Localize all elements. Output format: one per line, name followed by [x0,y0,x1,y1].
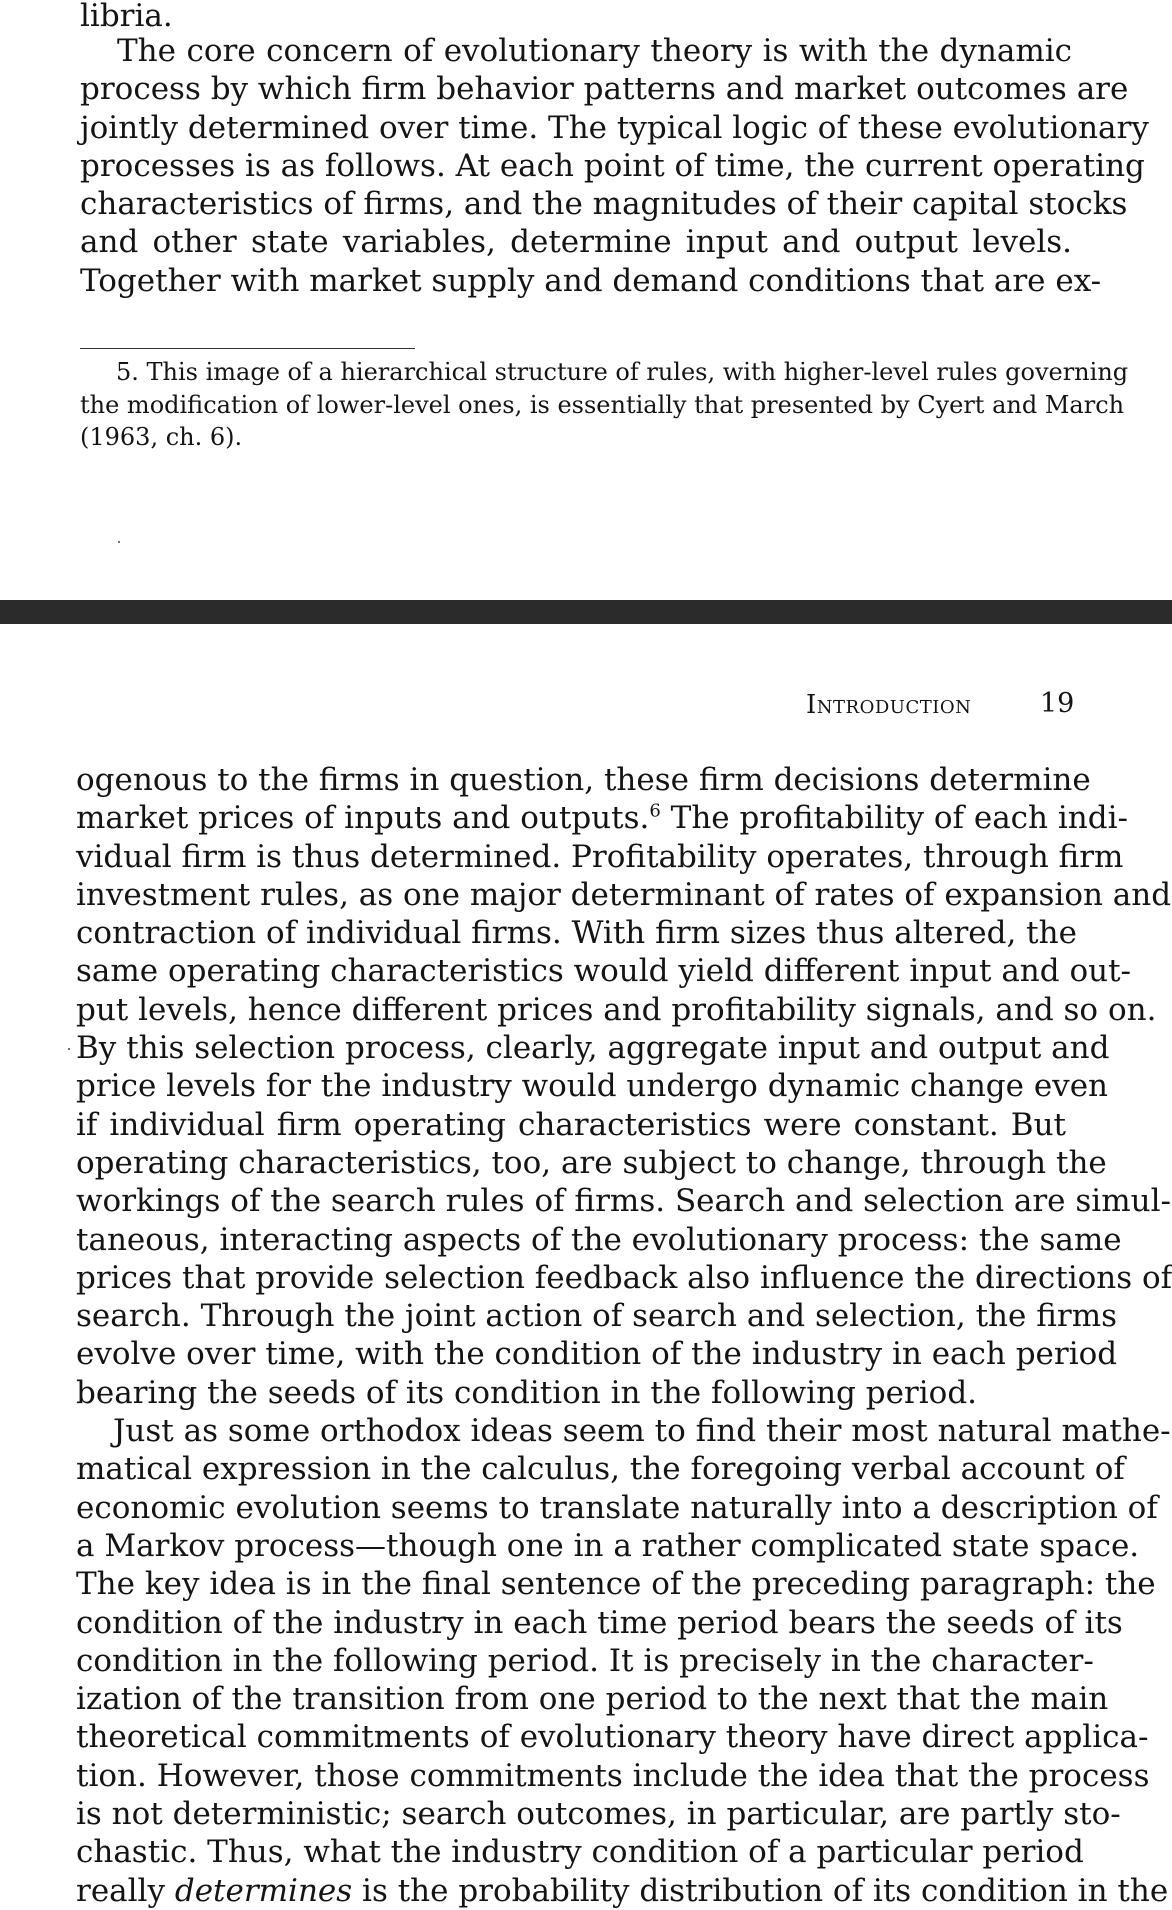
text-line: price levels for the industry would undergo dynamic change even [76,1068,1109,1105]
text-line: if individual firm operating characteristics were constant. But [76,1106,1066,1143]
text-line: taneous, interacting aspects of the evolutionary process: the same [76,1221,1122,1258]
text-line: Together with market supply and demand conditions that are ex- [80,262,1102,299]
text-span: is the probability distribution of its condition in the [352,1872,1169,1909]
text-line: search. Through the joint action of search and selection, the firms [76,1298,1118,1335]
text-line: chastic. Thus, what the industry condition of a particular period [76,1834,1084,1871]
footnote-5 [80,356,1129,454]
lower-body-text [76,761,1172,1910]
text-line: workings of the search rules of firms. Search and selection are simul- [76,1183,1171,1220]
text-line: theoretical commitments of evolutionary theory have direct applica- [76,1719,1149,1756]
emphasis-text: determines [174,1872,353,1909]
text-line: By this selection process, clearly, aggregate input and output and [76,1030,1110,1067]
upper-body-text [80,0,1149,300]
text-line: ogenous to the firms in question, these firm decisions determine [76,762,1091,798]
page-number: 19 [1040,688,1075,719]
footnote-line: the modification of lower-level ones, is essentially that presented by Cyert and March [80,390,1125,419]
text-line: condition in the following period. It is precisely in the character- [76,1642,1094,1679]
text-line: condition of the industry in each time period bears the seeds of its [76,1604,1123,1641]
text-span: market prices of inputs and outputs. [76,800,650,837]
text-line [76,799,1128,837]
text-line: and other state variables, determine input and output levels. [80,224,1072,261]
text-line: economic evolution seems to translate naturally into a description of [76,1489,1158,1526]
footnote-ref-6[interactable]: 6 [649,800,661,822]
text-line: Just as some orthodox ideas seem to find their most natural mathe- [113,1413,1171,1450]
text-line: libria. [80,0,173,34]
running-head: Introduction [806,690,972,720]
text-line: characteristics of firms, and the magnitudes of their capital stocks [80,186,1128,223]
text-line: The core concern of evolutionary theory is with the dynamic [117,33,1072,69]
upper-page-fragment [0,0,1172,600]
footnote-divider [80,348,415,349]
text-line: The key idea is in the final sentence of the preceding paragraph: the [76,1566,1156,1603]
text-line: bearing the seeds of its condition in the following period. [76,1374,978,1411]
text-line: matical expression in the calculus, the foregoing verbal account of [76,1451,1125,1488]
text-line: operating characteristics, too, are subject to change, through the [76,1144,1107,1181]
text-line: ization of the transition from one period to the next that the main [76,1681,1109,1718]
text-line: is not deterministic; search outcomes, in particular, are partly sto- [76,1796,1121,1833]
scan-speck [118,541,120,543]
text-line: processes is as follows. At each point of time, the current operating [80,147,1145,184]
scan-speck [68,1048,70,1050]
text-span: The profitability of each indi- [660,800,1128,837]
text-line: prices that provide selection feedback also influence the directions of [76,1259,1172,1296]
text-line: evolve over time, with the condition of the industry in each period [76,1336,1118,1373]
text-line: vidual firm is thus determined. Profitability operates, through firm [76,838,1124,875]
footnote-line: (1963, ch. 6). [80,423,243,451]
page-divider-bar [0,600,1172,624]
text-line: same operating characteristics would yield different input and out- [76,953,1132,990]
text-line: tion. However, those commitments include the idea that the process [76,1757,1150,1794]
text-line [76,1872,1169,1910]
text-span: really [76,1872,175,1909]
text-line: contraction of individual firms. With firm sizes thus altered, the [76,915,1077,952]
text-line: investment rules, as one major determinant of rates of expansion and [76,876,1172,913]
text-line: jointly determined over time. The typical logic of these evolutionary [80,109,1149,146]
text-line: put levels, hence different prices and profitability signals, and so on. [76,991,1157,1028]
text-line: a Markov process—though one in a rather complicated state space. [76,1527,1140,1564]
text-line: process by which firm behavior patterns and market outcomes are [80,71,1129,108]
footnote-line: 5. This image of a hierarchical structure of rules, with higher-level rules governing [116,358,1129,386]
